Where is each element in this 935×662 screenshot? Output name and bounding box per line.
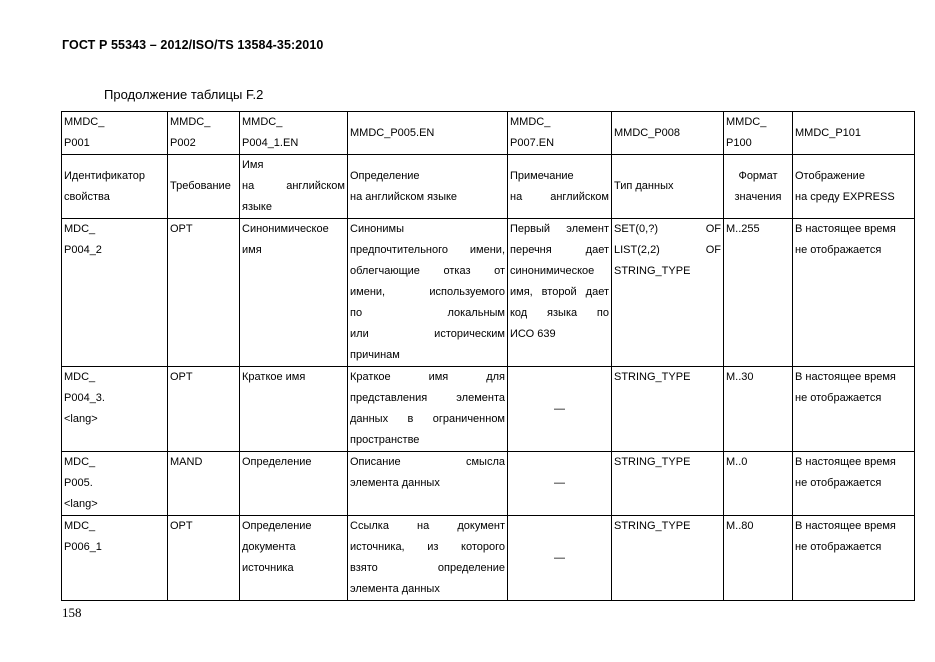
column-header-cell-line: Требование — [170, 180, 231, 192]
page-number: 158 — [62, 605, 82, 620]
column-header-cell-line: значения — [734, 190, 782, 203]
definition-cell-line: взято определение — [350, 562, 505, 574]
datatype-cell-line: SET(0,?) OF — [614, 223, 721, 235]
express-cell — [793, 367, 915, 452]
table-caption: Продолжение таблицы F.2 — [104, 87, 264, 102]
column-header-cell — [724, 155, 793, 219]
definition-cell — [348, 219, 508, 367]
name-cell — [240, 367, 348, 452]
express-cell-line: В настоящее время — [795, 456, 896, 468]
code-header-cell-line: MMDC_ — [64, 116, 105, 128]
note-cell: — — [508, 516, 612, 601]
note-cell-line: синонимическое — [510, 265, 595, 277]
note-cell-line: имя, второй дает — [510, 286, 609, 298]
format-cell: M..0 — [724, 452, 793, 516]
column-header-cell-line: Тип данных — [614, 180, 674, 192]
code-header-cell-line: MMDC_P008 — [614, 126, 681, 139]
definition-cell-line: элемента данных — [350, 477, 440, 489]
column-header-cell — [612, 155, 724, 219]
property-id-cell — [62, 219, 168, 367]
express-cell — [793, 219, 915, 367]
definition-cell-line: представления элемента — [350, 392, 505, 404]
code-header-cell-line: MMDC_P101 — [795, 126, 862, 139]
definition-cell-line: пространстве — [350, 434, 420, 446]
code-header-cell-line: MMDC_P005.EN — [350, 126, 435, 139]
property-id-cell-line: <lang> — [64, 498, 98, 510]
note-cell: — — [508, 452, 612, 516]
column-header-cell — [793, 155, 915, 219]
express-cell-line: не отображается — [795, 392, 882, 404]
property-id-cell-line: MDC_ — [64, 456, 96, 468]
definition-cell — [348, 367, 508, 452]
datatype-cell — [612, 516, 724, 601]
note-cell-line: код языка по — [510, 307, 609, 319]
definition-cell-line: предпочтительного имени, — [350, 244, 505, 256]
code-header-cell-line: MMDC_ — [242, 116, 283, 128]
column-header-cell — [168, 155, 240, 219]
column-header-cell — [508, 155, 612, 219]
note-cell-line: ИСО 639 — [510, 328, 556, 340]
format-cell: M..30 — [724, 367, 793, 452]
code-header-cell-line: P004_1.EN — [242, 137, 299, 149]
code-header-cell-line: P007.EN — [510, 137, 555, 149]
table-row — [62, 452, 915, 516]
datatype-cell-line: STRING_TYPE — [614, 371, 691, 383]
property-id-cell-line: MDC_ — [64, 223, 96, 235]
code-header-cell — [724, 112, 793, 155]
name-cell-line: Синонимическое — [242, 223, 329, 235]
column-header-cell-line: на английском — [510, 190, 609, 203]
column-header-row — [62, 155, 915, 219]
code-header-cell-line: P002 — [170, 137, 196, 149]
datatype-cell-line: STRING_TYPE — [614, 265, 691, 277]
requirement-cell: OPT — [168, 367, 240, 452]
datatype-cell-line: STRING_TYPE — [614, 456, 691, 468]
code-header-cell — [612, 112, 724, 155]
code-header-cell — [168, 112, 240, 155]
express-cell-line: В настоящее время — [795, 223, 896, 235]
table-row — [62, 516, 915, 601]
property-id-cell — [62, 516, 168, 601]
property-id-cell-line: P005. — [64, 477, 93, 489]
name-cell-line: Определение — [242, 456, 312, 468]
column-header-cell-line: Определение — [350, 169, 420, 182]
definition-cell — [348, 516, 508, 601]
definition-cell-line: или историческим — [350, 328, 505, 340]
column-header-cell-line: свойства — [64, 190, 110, 203]
requirement-cell: MAND — [168, 452, 240, 516]
column-header-cell — [240, 155, 348, 219]
definition-cell-line: данных в ограниченном — [350, 413, 505, 425]
column-header-cell-line: Идентификатор — [64, 169, 145, 182]
name-cell-line: документа — [242, 541, 296, 553]
property-id-cell-line: <lang> — [64, 413, 98, 425]
property-id-cell — [62, 452, 168, 516]
column-header-cell — [62, 155, 168, 219]
code-header-cell-line: MMDC_ — [170, 116, 211, 128]
definition-cell-line: Описание смысла — [350, 456, 505, 468]
table-row — [62, 219, 915, 367]
express-cell-line: В настоящее время — [795, 520, 896, 532]
express-cell-line: не отображается — [795, 244, 882, 256]
datatype-cell — [612, 219, 724, 367]
express-cell-line: не отображается — [795, 541, 882, 553]
name-cell — [240, 452, 348, 516]
note-cell-line: Первый элемент — [510, 223, 609, 235]
express-cell — [793, 452, 915, 516]
column-header-cell-line: языке — [242, 201, 272, 213]
table-row — [62, 367, 915, 452]
code-header-cell-line: MMDC_ — [510, 116, 551, 128]
code-header-cell — [62, 112, 168, 155]
definition-cell-line: имени, используемого — [350, 286, 505, 298]
format-cell: M..255 — [724, 219, 793, 367]
code-header-cell-line: MMDC_ — [726, 116, 767, 128]
column-header-cell-line: Формат — [738, 169, 778, 182]
requirement-cell: OPT — [168, 516, 240, 601]
express-cell — [793, 516, 915, 601]
datatype-cell-line: LIST(2,2) OF — [614, 244, 721, 256]
document-header: ГОСТ Р 55343 – 2012/ISO/TS 13584-35:2010 — [62, 38, 324, 52]
property-id-cell-line: P004_3. — [64, 392, 105, 404]
code-header-cell-line: P001 — [64, 137, 90, 149]
code-header-cell — [348, 112, 508, 155]
property-id-cell-line: MDC_ — [64, 520, 96, 532]
property-table — [61, 111, 915, 601]
format-cell: M..80 — [724, 516, 793, 601]
column-header-cell-line: Отображение — [795, 169, 865, 182]
datatype-cell-line: STRING_TYPE — [614, 520, 691, 532]
datatype-cell — [612, 367, 724, 452]
definition-cell-line: причинам — [350, 349, 400, 361]
note-cell — [508, 219, 612, 367]
name-cell — [240, 516, 348, 601]
property-id-cell — [62, 367, 168, 452]
property-id-cell-line: P006_1 — [64, 541, 102, 553]
column-header-cell — [348, 155, 508, 219]
datatype-cell — [612, 452, 724, 516]
name-cell-line: Определение — [242, 520, 312, 532]
column-header-cell-line: Примечание — [510, 169, 574, 182]
note-cell-line: перечня дает — [510, 244, 609, 256]
code-header-row — [62, 112, 915, 155]
code-header-cell — [240, 112, 348, 155]
definition-cell-line: элемента данных — [350, 583, 440, 595]
name-cell — [240, 219, 348, 367]
name-cell-line: Краткое имя — [242, 371, 306, 383]
column-header-cell-line: на английском языке — [350, 190, 458, 203]
code-header-cell — [793, 112, 915, 155]
requirement-cell: OPT — [168, 219, 240, 367]
definition-cell-line: облегчающие отказ от — [350, 265, 505, 277]
column-header-cell-line: Имя — [242, 159, 264, 171]
name-cell-line: имя — [242, 244, 262, 256]
code-header-cell — [508, 112, 612, 155]
definition-cell-line: Ссылка на документ — [350, 520, 505, 532]
property-id-cell-line: MDC_ — [64, 371, 96, 383]
definition-cell-line: источника, из которого — [350, 541, 505, 553]
definition-cell-line: Синонимы — [350, 223, 404, 235]
definition-cell-line: Краткое имя для — [350, 371, 505, 383]
column-header-cell-line: на среду EXPRESS — [795, 190, 895, 203]
express-cell-line: В настоящее время — [795, 371, 896, 383]
express-cell-line: не отображается — [795, 477, 882, 489]
property-id-cell-line: P004_2 — [64, 244, 102, 256]
definition-cell-line: по локальным — [350, 307, 505, 319]
code-header-cell-line: P100 — [726, 137, 752, 149]
name-cell-line: источника — [242, 562, 294, 574]
definition-cell — [348, 452, 508, 516]
column-header-cell-line: на английском — [242, 180, 345, 192]
note-cell: — — [508, 367, 612, 452]
